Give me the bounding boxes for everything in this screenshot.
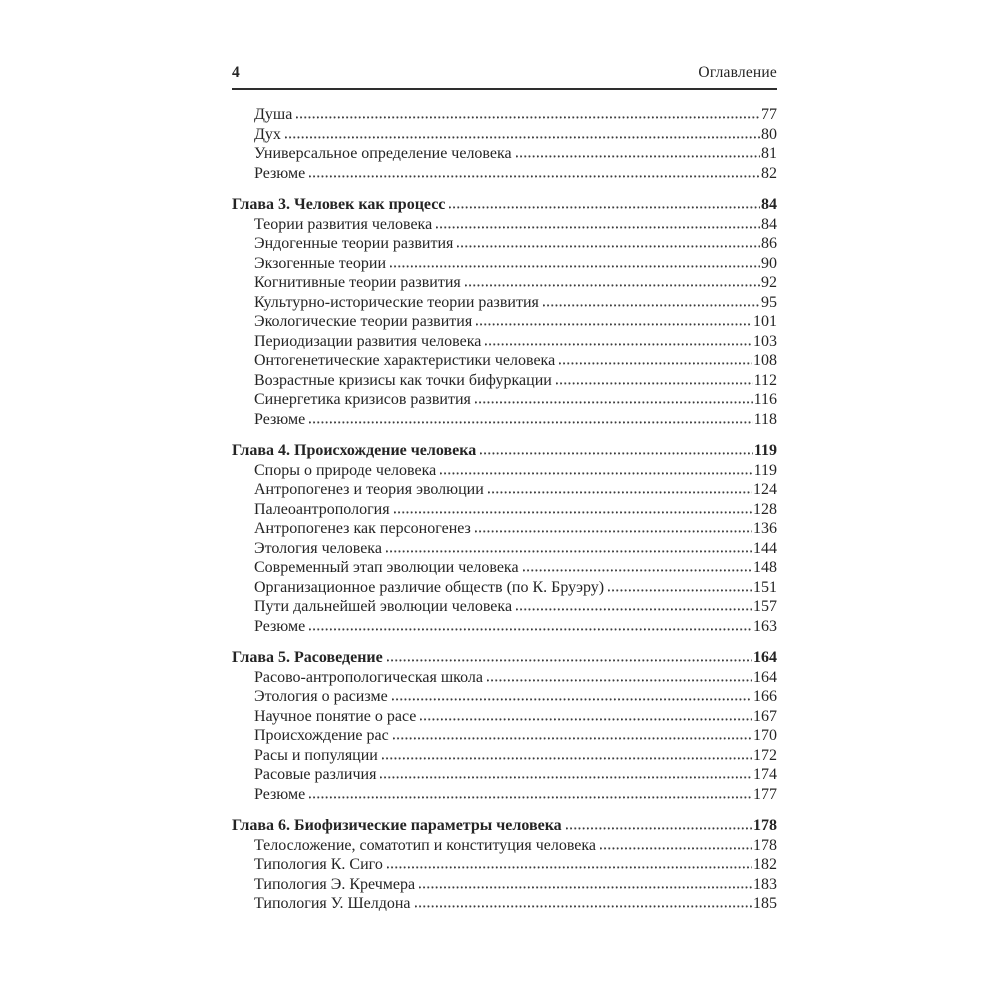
toc-entry-title: Глава 3. Человек как процесс (232, 196, 446, 213)
toc-chapter-entry (232, 816, 777, 836)
toc-entry (232, 125, 777, 145)
toc-entry-title: Глава 5. Расоведение (232, 649, 383, 666)
toc-entry-title: Палеоантропология (254, 500, 390, 518)
toc-entry (232, 234, 777, 254)
toc-entry (232, 371, 777, 391)
dot-leader (394, 511, 752, 514)
toc-entry-page-number: 144 (753, 539, 777, 557)
page-header (232, 64, 777, 90)
toc-entry-page-number: 82 (761, 164, 777, 182)
toc-entry (232, 765, 777, 785)
toc-entry (232, 617, 777, 637)
dot-leader (415, 905, 752, 908)
toc-entry-page-number: 81 (761, 145, 777, 162)
toc-entry-title: Антропогенез как персоногенез (254, 520, 471, 537)
toc-entry-page-number: 116 (753, 391, 777, 408)
toc-entry (232, 273, 777, 293)
dot-leader (380, 776, 752, 779)
toc-entry-title: Типология Э. Кречмера (254, 875, 416, 893)
toc-entry (232, 144, 777, 164)
dot-leader (556, 382, 753, 385)
dot-leader (309, 421, 752, 424)
toc-entry-page-number: 136 (753, 520, 777, 537)
toc-entry-title: Душа (254, 106, 293, 123)
dot-leader (387, 659, 752, 662)
toc-entry (232, 254, 777, 274)
toc-entry-page-number: 157 (753, 598, 777, 615)
toc-entry (232, 519, 777, 539)
toc-entry-page-number: 182 (753, 856, 777, 873)
toc-entry-page-number: 80 (761, 125, 777, 143)
toc-entry-page-number: 86 (761, 235, 777, 252)
toc-entry-page-number: 166 (753, 688, 777, 705)
toc-entry-title: Эндогенные теории развития (254, 235, 454, 252)
toc-entry-page-number: 119 (753, 442, 777, 459)
toc-entry (232, 836, 777, 856)
dot-leader (559, 362, 752, 365)
toc-entry-title: Современный этап эволюции человека (254, 559, 519, 576)
toc-entry-title: Культурно-исторические теории развития (254, 293, 539, 311)
toc-entry-title: Резюме (254, 617, 306, 635)
toc-entry-page-number: 164 (753, 649, 777, 666)
toc-entry (232, 480, 777, 500)
toc-entry-title: Антропогенез и теория эволюции (254, 481, 484, 498)
toc-entry-title: Экзогенные теории (254, 254, 386, 272)
table-of-contents (232, 105, 777, 914)
toc-entry-title: Когнитивные теории развития (254, 274, 461, 291)
toc-entry-title: Споры о природе человека (254, 461, 437, 479)
dot-leader (600, 847, 752, 850)
toc-entry-page-number: 112 (753, 371, 777, 389)
dot-leader (440, 472, 752, 475)
toc-entry (232, 855, 777, 875)
toc-entry-title: Организационное различие обществ (по К. Бруэру) (254, 578, 605, 596)
dot-leader (419, 886, 752, 889)
toc-entry-page-number: 95 (761, 293, 777, 311)
toc-entry-page-number: 185 (753, 895, 777, 912)
dot-leader (457, 245, 760, 248)
toc-entry-page-number: 164 (753, 668, 777, 686)
toc-entry-page-number: 103 (753, 332, 777, 350)
toc-entry-title: Резюме (254, 785, 306, 803)
dot-leader (608, 589, 752, 592)
dot-leader (480, 452, 753, 455)
toc-entry-title: Расово-антропологическая школа (254, 668, 483, 686)
toc-entry-title: Периодизации развития человека (254, 332, 482, 350)
dot-leader (296, 116, 760, 119)
toc-entry-page-number: 118 (753, 410, 777, 428)
dot-leader (476, 323, 752, 326)
toc-entry (232, 668, 777, 688)
dot-leader (309, 796, 752, 799)
toc-entry-title: Этология человека (254, 539, 382, 557)
toc-entry-title: Типология У. Шелдона (254, 895, 411, 912)
toc-entry-title: Расы и популяции (254, 746, 378, 764)
page-number: 4 (232, 64, 240, 81)
toc-entry-page-number: 174 (753, 766, 777, 783)
toc-entry-page-number: 178 (753, 836, 777, 854)
dot-leader (449, 206, 760, 209)
toc-entry (232, 894, 777, 914)
toc-entry-page-number: 167 (753, 707, 777, 725)
toc-entry-page-number: 172 (753, 746, 777, 764)
toc-entry-title: Онтогенетические характеристики человека (254, 352, 556, 369)
toc-entry (232, 410, 777, 430)
toc-entry (232, 707, 777, 727)
dot-leader (488, 491, 752, 494)
dot-leader (516, 608, 752, 611)
toc-entry-page-number: 101 (753, 313, 777, 330)
dot-leader (393, 737, 752, 740)
dot-leader (392, 698, 752, 701)
toc-entry-title: Расовые различия (254, 766, 377, 783)
toc-chapter-entry (232, 648, 777, 668)
dot-leader (475, 530, 752, 533)
dot-leader (387, 866, 752, 869)
dot-leader (516, 155, 760, 158)
toc-entry-page-number: 148 (753, 559, 777, 576)
toc-entry (232, 726, 777, 746)
toc-entry (232, 390, 777, 410)
toc-entry (232, 746, 777, 766)
toc-entry-page-number: 119 (753, 461, 777, 479)
dot-leader (487, 679, 752, 682)
toc-entry-title: Теории развития человека (254, 215, 433, 233)
toc-entry-page-number: 177 (753, 785, 777, 803)
toc-entry-title: Синергетика кризисов развития (254, 391, 471, 408)
toc-entry-page-number: 178 (753, 817, 777, 834)
toc-entry-page-number: 151 (753, 578, 777, 596)
toc-entry-page-number: 124 (753, 481, 777, 498)
dot-leader (420, 718, 752, 721)
dot-leader (465, 284, 760, 287)
toc-entry-page-number: 163 (753, 617, 777, 635)
dot-leader (285, 136, 760, 139)
toc-entry (232, 558, 777, 578)
toc-entry (232, 785, 777, 805)
dot-leader (309, 628, 752, 631)
toc-entry-page-number: 170 (753, 727, 777, 744)
dot-leader (309, 175, 760, 178)
toc-entry-page-number: 84 (761, 215, 777, 233)
toc-entry-title: Универсальное определение человека (254, 145, 512, 162)
dot-leader (523, 569, 752, 572)
toc-entry (232, 500, 777, 520)
toc-entry (232, 875, 777, 895)
toc-entry-title: Происхождение рас (254, 727, 389, 744)
dot-leader (543, 304, 760, 307)
toc-entry-page-number: 77 (761, 106, 777, 123)
dot-leader (436, 226, 760, 229)
toc-entry-title: Типология К. Сиго (254, 856, 383, 873)
toc-entry (232, 332, 777, 352)
toc-entry (232, 105, 777, 125)
toc-entry-page-number: 128 (753, 500, 777, 518)
toc-entry (232, 597, 777, 617)
toc-entry-title: Глава 6. Биофизические параметры человека (232, 817, 562, 834)
toc-chapter-entry (232, 195, 777, 215)
dot-leader (566, 827, 752, 830)
toc-entry (232, 164, 777, 184)
toc-entry-title: Дух (254, 125, 281, 143)
toc-entry-title: Глава 4. Происхождение человека (232, 442, 477, 459)
toc-entry (232, 687, 777, 707)
dot-leader (386, 550, 752, 553)
toc-entry (232, 461, 777, 481)
toc-entry (232, 578, 777, 598)
toc-entry-title: Возрастные кризисы как точки бифуркации (254, 371, 552, 389)
toc-entry-title: Научное понятие о расе (254, 707, 417, 725)
toc-entry-title: Резюме (254, 164, 306, 182)
toc-entry (232, 539, 777, 559)
toc-entry-title: Этология о расизме (254, 688, 388, 705)
toc-entry-page-number: 92 (761, 274, 777, 291)
toc-entry-title: Телосложение, соматотип и конституция человека (254, 836, 597, 854)
toc-chapter-entry (232, 441, 777, 461)
toc-entry-title: Пути дальнейшей эволюции человека (254, 598, 513, 615)
toc-entry (232, 215, 777, 235)
toc-entry (232, 351, 777, 371)
toc-entry-page-number: 84 (761, 196, 777, 213)
dot-leader (485, 343, 752, 346)
dot-leader (475, 401, 753, 404)
toc-entry (232, 312, 777, 332)
toc-entry-title: Экологические теории развития (254, 313, 473, 330)
running-head-title: Оглавление (698, 64, 777, 81)
dot-leader (382, 757, 752, 760)
toc-entry-title: Резюме (254, 410, 306, 428)
toc-entry-page-number: 108 (753, 352, 777, 369)
toc-entry-page-number: 183 (753, 875, 777, 893)
toc-entry-page-number: 90 (761, 254, 777, 272)
dot-leader (390, 265, 760, 268)
toc-entry (232, 293, 777, 313)
